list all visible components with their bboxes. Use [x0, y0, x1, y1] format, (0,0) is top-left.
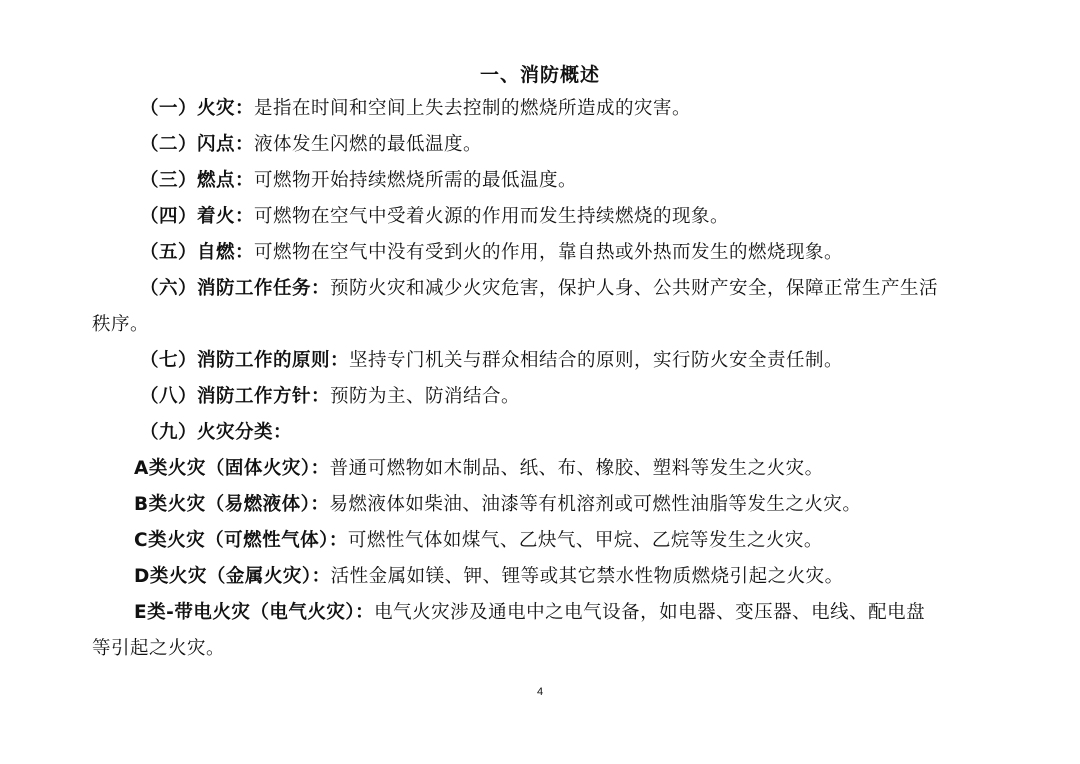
page-number: 4 [536, 686, 544, 698]
class-term: A类火灾（固体火灾）： [134, 458, 330, 479]
item-definition: 预防火灾和减少火灾危害，保护人身、公共财产安全，保障正常生产生活 [330, 278, 939, 299]
class-term: C类火灾（可燃性气体）： [134, 530, 348, 551]
item-definition: 是指在时间和空间上失去控制的燃烧所造成的灾害。 [254, 98, 692, 119]
item-term: （八）消防工作方针： [140, 386, 331, 407]
item-term: （四）着火： [140, 206, 255, 227]
item-definition: 坚持专门机关与群众相结合的原则，实行防火安全责任制。 [349, 350, 844, 371]
item-catching-fire [140, 204, 729, 230]
class-definition: 普通可燃物如木制品、纸、布、橡胶、塑料等发生之火灾。 [329, 458, 824, 479]
fire-class-e [134, 600, 925, 626]
class-definition: 易燃液体如柴油、油漆等有机溶剂或可燃性油脂等发生之火灾。 [329, 494, 862, 515]
class-term: B类火灾（易燃液体）： [134, 494, 330, 515]
section-title: 一、消防概述 [479, 64, 600, 86]
class-term: E类-带电火灾（电气火灾）： [134, 602, 375, 623]
item-fire-task [140, 276, 938, 302]
item-fire-policy [140, 384, 520, 410]
item-term: （六）消防工作任务： [140, 278, 331, 299]
item-definition: 预防为主、防消结合。 [330, 386, 521, 407]
item-fire-task-continuation: 秩序。 [92, 314, 150, 335]
class-definition: 电气火灾涉及通电中之电气设备，如电器、变压器、电线、配电盘 [374, 602, 926, 623]
fire-class-b [134, 492, 861, 518]
class-definition: 活性金属如镁、钾、锂等或其它禁水性物质燃烧引起之火灾。 [330, 566, 844, 587]
item-term: （七）消防工作的原则： [140, 350, 350, 371]
fire-class-e-continuation: 等引起之火灾。 [92, 638, 226, 659]
class-definition: 可燃性气体如煤气、乙炔气、甲烷、乙烷等发生之火灾。 [347, 530, 823, 551]
item-fire-principle [140, 348, 843, 374]
item-definition: 可燃物在空气中受着火源的作用而发生持续燃烧的现象。 [254, 206, 730, 227]
item-term: （五）自燃： [140, 242, 255, 263]
item-term: （九）火灾分类： [140, 422, 293, 443]
item-definition: 可燃物开始持续燃烧所需的最低温度。 [254, 170, 578, 191]
item-ignition-point [140, 168, 577, 194]
item-definition: 液体发生闪燃的最低温度。 [254, 134, 483, 155]
item-term: （三）燃点： [140, 170, 255, 191]
class-term: D类火灾（金属火灾）： [134, 566, 331, 587]
item-definition: 可燃物在空气中没有受到火的作用，靠自热或外热而发生的燃烧现象。 [254, 242, 844, 263]
item-fire [140, 96, 691, 122]
fire-class-a [134, 456, 824, 482]
item-fire-classification [140, 420, 292, 446]
item-term: （一）火灾： [140, 98, 255, 119]
fire-class-d [134, 564, 844, 590]
item-flash-point [140, 132, 482, 158]
fire-class-c [134, 528, 823, 554]
item-term: （二）闪点： [140, 134, 255, 155]
item-spontaneous-combustion [140, 240, 843, 266]
